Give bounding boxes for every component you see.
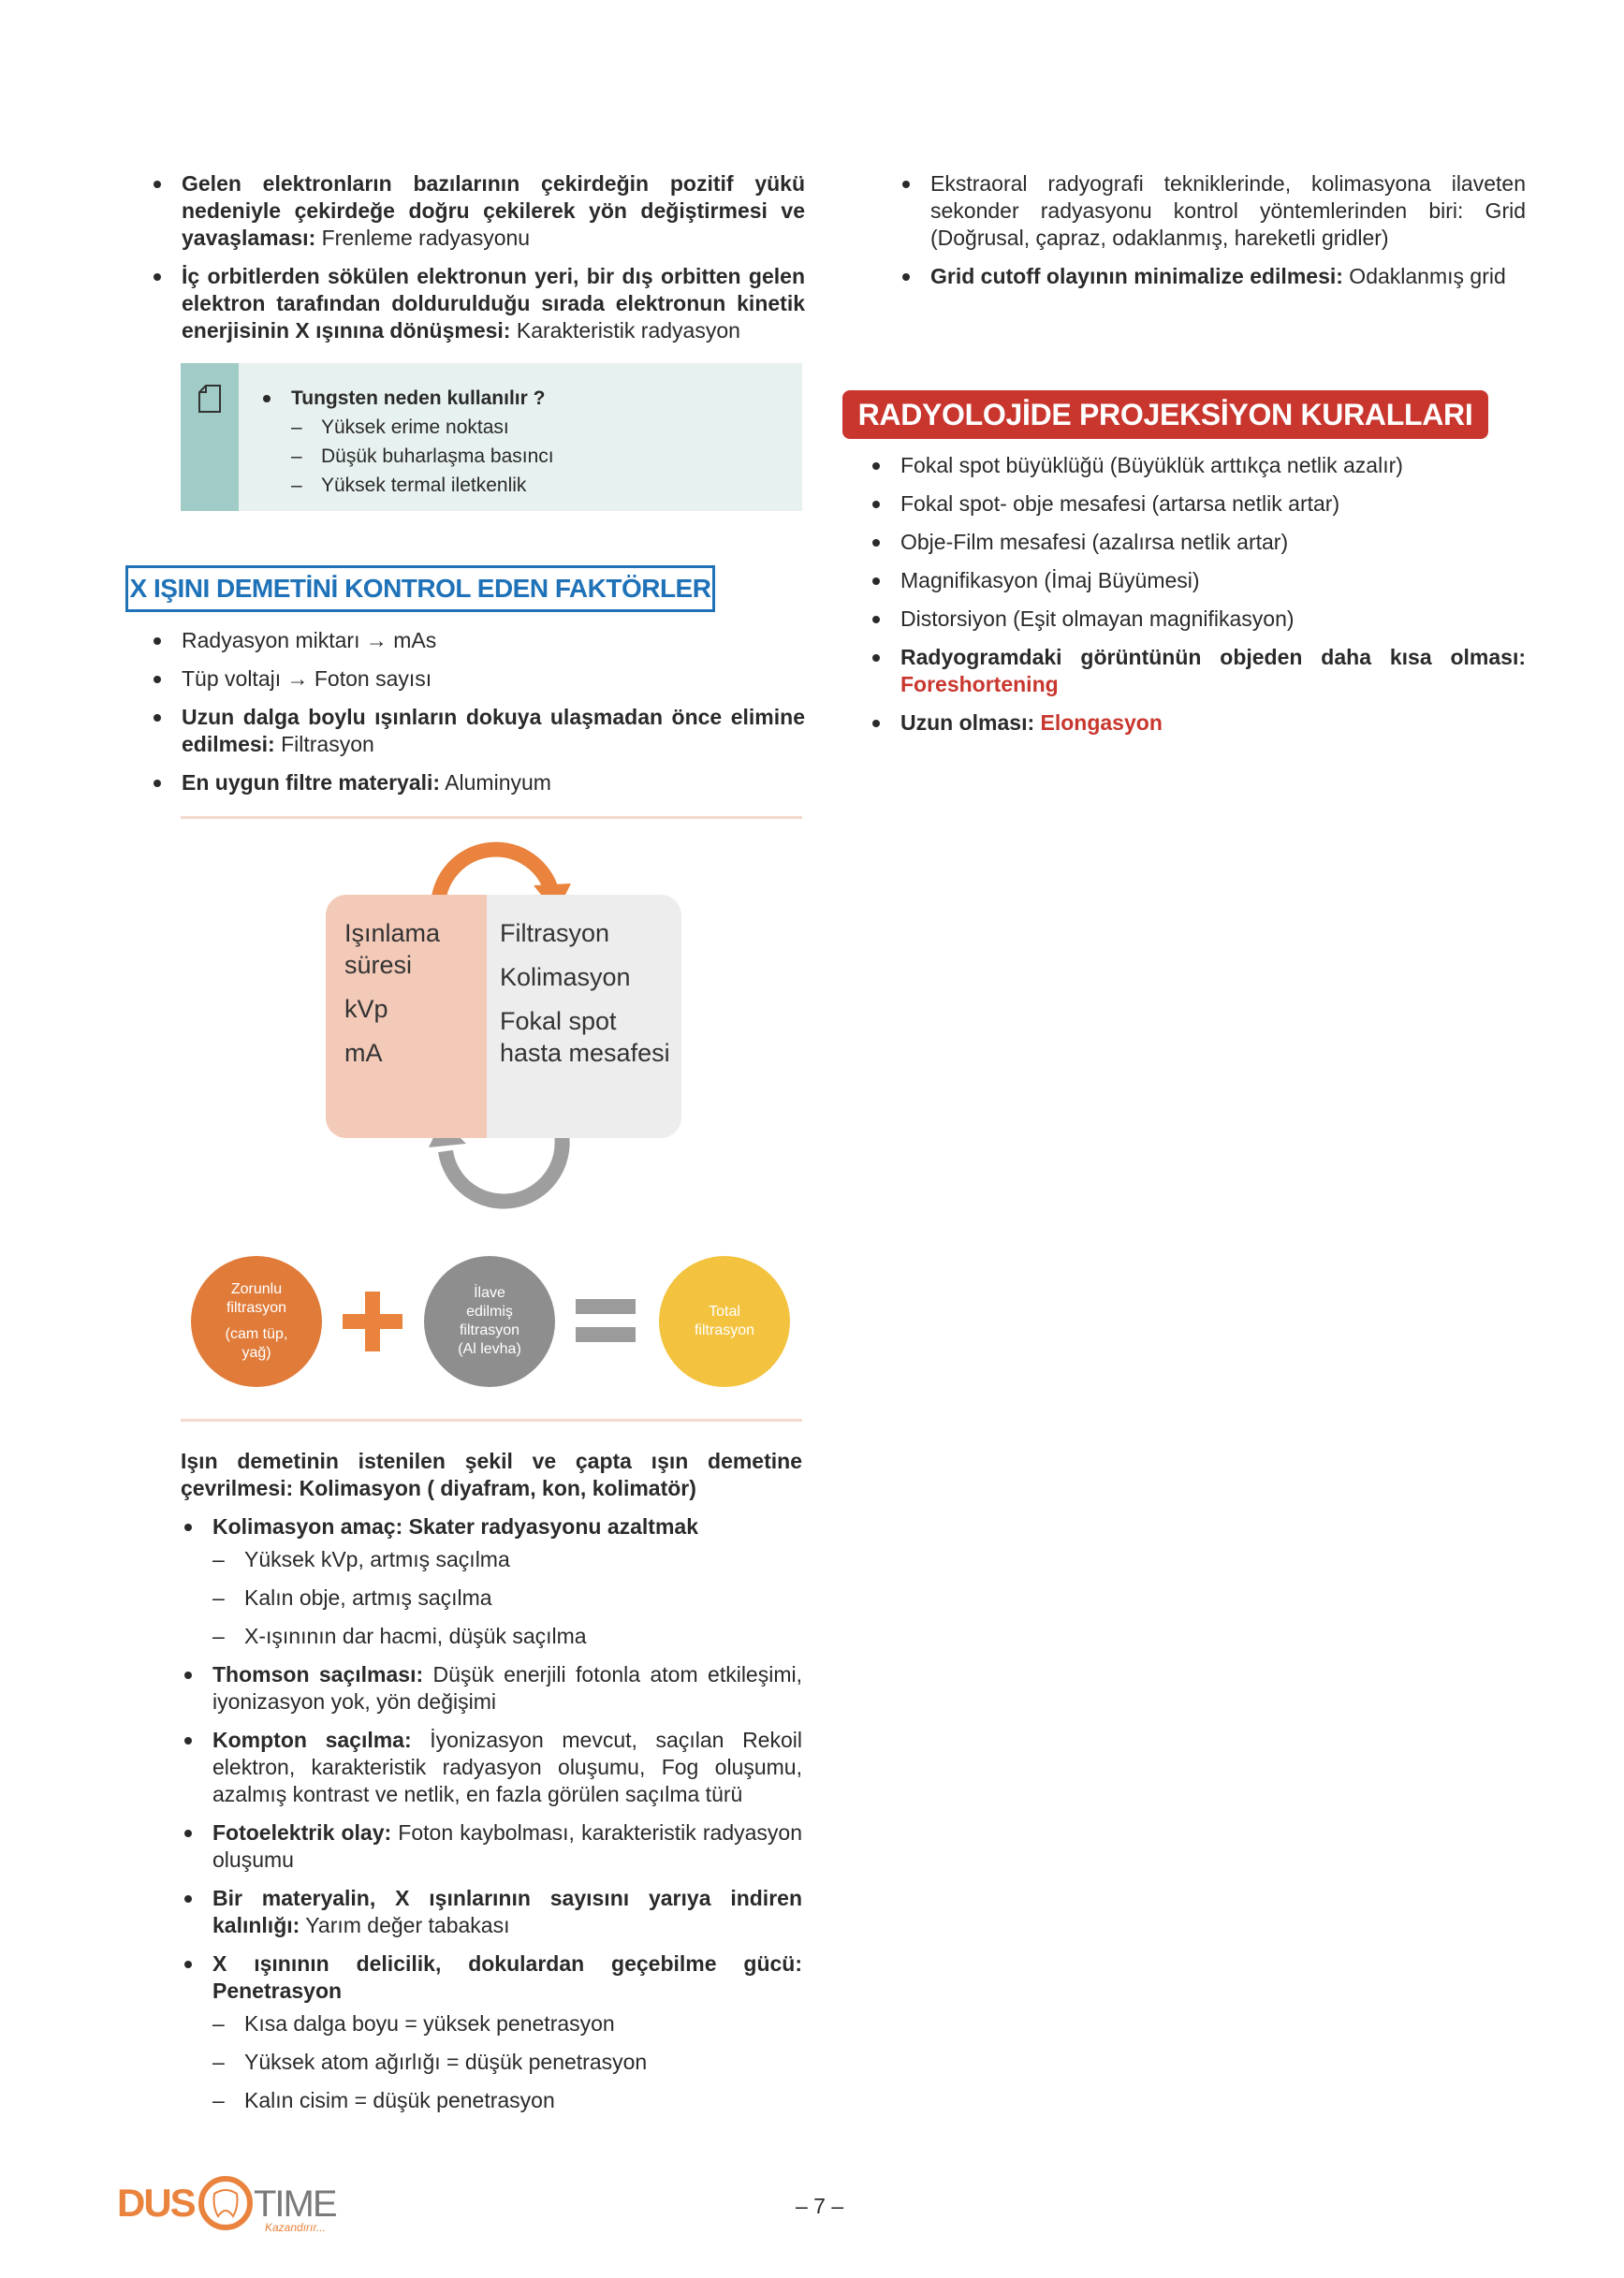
bullet-bold: Uzun olması:: [900, 710, 1035, 735]
bullet-bold: Bir materyalin, X ışınlarının sayısını yarıya indiren kalınlığı:: [212, 1886, 802, 1937]
list-item: [869, 606, 1526, 633]
bullet-bold: Kompton saçılma:: [212, 1728, 412, 1752]
circle-label: Zorunlu filtrasyon: [226, 1281, 287, 1316]
equals-icon: [576, 1295, 636, 1348]
sub-list: [212, 1546, 802, 1650]
plus-icon: [343, 1292, 402, 1351]
list-item: [181, 1661, 802, 1716]
bullet-bold: Radyogramdaki görüntünün objeden daha kısa olması:: [900, 645, 1526, 669]
collimation-paragraph: Işın demetinin istenilen şekil ve çapta ışın demetine çevrilmesi: Kolimasyon ( diyafram, kon, kolimatör): [181, 1449, 802, 1500]
list-item: [181, 1950, 802, 2114]
list-item: [181, 1819, 802, 1874]
note-body: [239, 363, 554, 511]
bullet-text: Düşük enerjili fotonla atom etkileşimi, iyonizasyon yok, yön değişimi: [212, 1662, 802, 1714]
list-item: [869, 567, 1526, 594]
divider: [181, 816, 802, 819]
bullet-bold: Gelen elektronların bazılarının çekirdeğin pozitif yükü nedeniyle çekirdeğe doğru çekilerek yön değiştirmesi ve yavaşlaması:: [182, 171, 805, 250]
list-item: [181, 1727, 802, 1808]
cycle-left-item: kVp: [344, 995, 388, 1023]
bullet-red: Elongasyon: [1040, 710, 1163, 735]
cycle-right-item: Kolimasyon: [500, 963, 631, 991]
section-title-projection: RADYOLOJİDE PROJEKSİYON KURALLARI: [842, 390, 1488, 439]
projection-section: [869, 452, 1526, 748]
list-item: [899, 263, 1526, 290]
note-strip: [181, 363, 239, 511]
bullet-text: Fokal spot büyüklüğü (Büyüklük arttıkça netlik azalır): [900, 453, 1403, 477]
list-item: [869, 709, 1526, 737]
factors-section: [150, 627, 805, 808]
divider: [181, 1419, 802, 1422]
bullet-bold: X ışınının delicilik, dokulardan geçebilme gücü: Penetrasyon: [212, 1951, 802, 2003]
bullet-bold: En uygun filtre materyali:: [182, 770, 441, 795]
bullet-text: Tüp voltajı → Foton sayısı: [182, 666, 432, 691]
bullet-bold: Fotoelektrik olay:: [212, 1820, 392, 1845]
bullet-text: Radyasyon miktarı → mAs: [182, 628, 437, 652]
note-item: – Düşük buharlaşma basıncı: [259, 442, 554, 471]
bullet-bold: Kolimasyon amaç: Skater radyasyonu azaltmak: [212, 1514, 699, 1539]
sub-item: – Yüksek kVp, artmış saçılma: [212, 1546, 802, 1573]
bullet-bold: Thomson saçılması:: [212, 1662, 424, 1687]
sub-item: – Yüksek atom ağırlığı = düşük penetrasyon: [212, 2049, 802, 2076]
circle-total-filtrasyon: [659, 1256, 790, 1387]
cycle-left-item: Işınlama süresi: [344, 919, 441, 979]
list-item: [869, 452, 1526, 479]
circle-sublabel: (Al levha): [458, 1341, 521, 1357]
bullet-text: Distorsiyon (Eşit olmayan magnifikasyon): [900, 606, 1295, 631]
note-icon: [198, 384, 222, 511]
bullet-text: Filtrasyon: [274, 732, 374, 756]
list-item: [869, 490, 1526, 518]
logo-tagline: Kazandırır...: [265, 2221, 326, 2234]
list-item: [181, 1513, 802, 1650]
note-item: – Yüksek erime noktası: [259, 413, 554, 442]
cycle-right-item: Filtrasyon: [500, 919, 610, 947]
logo-text-left: DUS: [117, 2181, 195, 2225]
circle-label: Total filtrasyon: [694, 1304, 755, 1338]
projection-bullets: [869, 452, 1526, 737]
section-title-factors: X IŞINI DEMETİNİ KONTROL EDEN FAKTÖRLER: [125, 565, 715, 612]
list-item: [150, 263, 805, 344]
sub-item: – Kısa dalga boyu = yüksek penetrasyon: [212, 2010, 802, 2037]
bullet-text: Frenleme radyasyonu: [315, 226, 531, 250]
bullet-bold: Grid cutoff olayının minimalize edilmesi:: [930, 264, 1343, 288]
right-top-bullets: [899, 170, 1526, 290]
bullet-bold: Uzun dalga boylu ışınların dokuya ulaşmadan önce elimine edilmesi:: [182, 705, 805, 756]
list-item: [869, 644, 1526, 698]
note-heading: Tungsten neden kullanılır ?: [259, 384, 554, 413]
sub-list: [212, 2010, 802, 2114]
list-item: [150, 665, 805, 693]
page-number: – 7 –: [796, 2194, 844, 2218]
sub-item: – X-ışınının dar hacmi, düşük saçılma: [212, 1623, 802, 1650]
right-column-top: [899, 170, 1526, 301]
list-item: [869, 529, 1526, 556]
cycle-diagram: [326, 839, 681, 1213]
list-item: [150, 627, 805, 654]
bullet-text: Magnifikasyon (İmaj Büyümesi): [900, 568, 1200, 592]
collimation-bullets: [181, 1513, 802, 2114]
cycle-right-item: Fokal spot hasta mesafesi: [500, 1007, 670, 1067]
list-item: [181, 1885, 802, 1939]
circle-label: İlave edilmiş filtrasyon: [459, 1285, 520, 1338]
cycle-right-box: [487, 895, 681, 1138]
collimation-section: [181, 1513, 802, 2125]
sub-item: – Kalın cisim = düşük penetrasyon: [212, 2087, 802, 2114]
note-item: – Yüksek termal iletkenlik: [259, 471, 554, 500]
list-item: [150, 704, 805, 758]
bullet-text: Fokal spot- obje mesafesi (artarsa netlik artar): [900, 491, 1340, 516]
circle-sublabel: (cam tüp, yağ): [225, 1326, 288, 1361]
bullet-text: Obje-Film mesafesi (azalırsa netlik artar): [900, 530, 1289, 554]
left-column-top: [150, 170, 805, 356]
list-item: [150, 769, 805, 796]
dustime-logo: [117, 2169, 351, 2235]
note-box: [181, 363, 802, 511]
bullet-text: Yarım değer tabakası: [300, 1913, 510, 1937]
list-item: [150, 170, 805, 252]
logo-text-right: TIME: [254, 2183, 336, 2225]
circle-zorunlu-filtrasyon: [191, 1256, 322, 1387]
factors-bullets: [150, 627, 805, 796]
bullet-text: Aluminyum: [440, 770, 551, 795]
bullet-text: Karakteristik radyasyon: [510, 318, 740, 343]
circle-ilave-filtrasyon: [424, 1256, 555, 1387]
cycle-left-item: mA: [344, 1039, 383, 1067]
bullet-text: İyonizasyon mevcut, saçılan Rekoil elektron, karakteristik radyasyon oluşumu, Fog oluşumu, azalmış kontrast ve netlik, en fazla görülen saçılma türü: [212, 1728, 802, 1806]
bullet-red: Foreshortening: [900, 672, 1059, 696]
sub-item: – Kalın obje, artmış saçılma: [212, 1584, 802, 1612]
bullet-text: Odaklanmış grid: [1342, 264, 1506, 288]
bullet-bold: İç orbitlerden sökülen elektronun yeri, bir dış orbitten gelen elektron tarafından doldurulduğu sırada elektronun kinetik enerjisinin X ışınına dönüşmesi:: [182, 264, 805, 343]
bullet-text: Ekstraoral radyografi tekniklerinde, kolimasyona ilaveten sekonder radyasyonu kontrol yöntemlerinden biri: Grid (Doğrusal, çapraz, odaklanmış, hareketli gridler): [930, 171, 1526, 250]
list-item: [899, 170, 1526, 252]
cycle-left-box: [326, 895, 487, 1138]
bullet-text: Foton kaybolması, karakteristik radyasyon oluşumu: [212, 1820, 802, 1872]
left-top-bullets: [150, 170, 805, 344]
